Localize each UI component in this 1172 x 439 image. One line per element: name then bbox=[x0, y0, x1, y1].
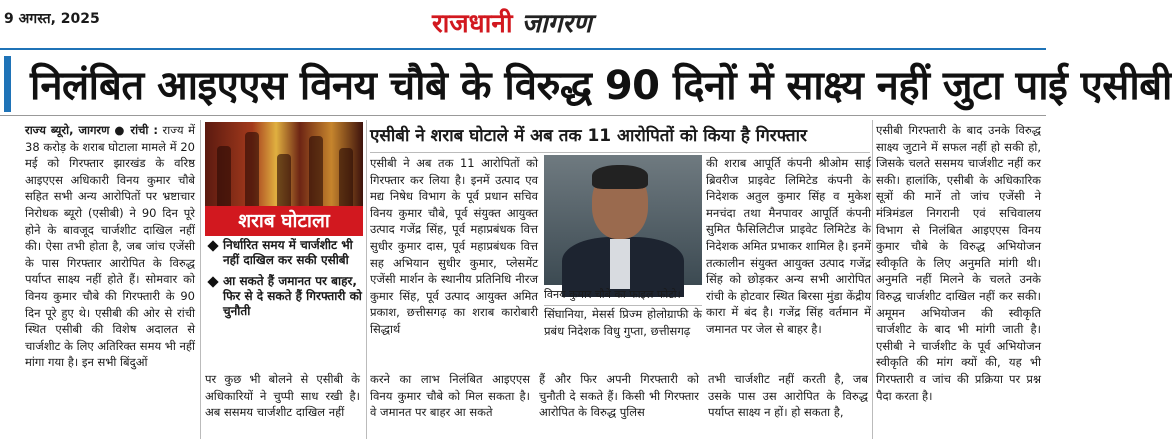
article-column-7: एसीबी गिरफ्तारी के बाद उनके विरुद्ध साक्ष्य जुटाने में सफल नहीं हो सकी हो, जिसके चलते ससमय चार्जशीट नहीं कर सकी। हालांकि, एसीबी के अधिकारिक सूत्रों की मानें तो जांच एजेंसी ने मंत्रिमंडल निगरानी एवं सचिवालय विभाग से निलंबित आइएएस विनय कुमार चौबे के विरुद्ध अभियोजन स्वीकृति के लिए अनुमति मांगी थी। अनुमति नहीं मिलने के चलते उनके विरुद्ध चार्जशीट दाखिल नहीं कर सकी। अमूमन अभियोजन की स्वीकृति चार्जशीट के बाद भी मांगी जाती है। एसीबी ने चार्जशीट के पूर्व अभियोजन स्वीकृति की मांग क्यों की, यह भी गिरफ्तारी व जांच की प्रक्रिया पर प्रश्न पैदा करता है। bbox=[876, 123, 1041, 403]
portrait-photo bbox=[544, 155, 702, 285]
bottle-shape bbox=[217, 146, 231, 206]
bullet-item bbox=[205, 238, 363, 268]
headline: निलंबित आइएएस विनय चौबे के विरुद्ध 90 दिनों में साक्ष्य नहीं जुटा पाई एसीबी bbox=[30, 63, 1172, 109]
article-column-5: हैं और फिर अपनी गिरफ्तारी को चुनौती दे सकते हैं। किसी भी गिरफ्तार आरोपित के विरुद्ध पुलिस bbox=[539, 372, 699, 420]
article-column-3: पर कुछ भी बोलने से एसीबी के अधिकारियों ने चुप्पी साध रखी है। अब ससमय चार्जशीट दाखिल नहीं bbox=[205, 372, 360, 420]
column-divider bbox=[366, 120, 367, 439]
masthead-name-part2: जागरण bbox=[521, 9, 592, 39]
boxed-column-left: एसीबी ने अब तक 11 आरोपितों को गिरफ्तार कर लिया है। इनमें उत्पाद एव मद्य निषेध विभाग के पूर्व प्रधान सचिव विनय कुमार चौबे, पूर्व संयुक्त आयुक्त उत्पाद गजेंद्र सिंह, पूर्व महाप्रबंधक वित्त सुधीर कुमार दास, पूर्व महाप्रबंधक वित्त सह अभियान सुधीर कुमार, प्लेसमेंट एजेंसी मार्शन के स्थानीय प्रतिनिधि नीरज कुमार सिंह, पूर्व उत्पाद आयुक्त अमित प्रकाश, छत्तीसगढ़ का शराब कारोबारी सिद्धार्थ bbox=[370, 156, 538, 336]
highlight-bullets bbox=[205, 238, 363, 325]
article-column-1 bbox=[25, 122, 195, 439]
bullet-text: आ सकते हैं जमानत पर बाहर, फिर से दे सकते हैं गिरफ्तारी को चुनौती bbox=[223, 274, 362, 318]
bottle-shape bbox=[245, 132, 259, 206]
article-column-4: करने का लाभ निलंबित आइएएस विनय कुमार चौबे को मिल सकता है। वे जमानत पर बाहर आ सकते bbox=[370, 372, 530, 420]
column-divider bbox=[200, 120, 201, 439]
masthead bbox=[432, 4, 592, 40]
bottle-shape bbox=[309, 136, 323, 206]
portrait-shirt bbox=[610, 239, 630, 289]
headline-accent-bar bbox=[4, 56, 11, 112]
masthead-name-part1: राजधानी bbox=[432, 9, 513, 39]
bullet-item bbox=[205, 274, 363, 319]
boxed-column-right: की शराब आपूर्ति कंपनी श्रीओम साई ब्रिवरीज प्राइवेट लिमिटेड कंपनी के निदेशक अतुल कुमार सिंह व मुकेश मनचंदा तथा मैनपावर आपूर्ति कंपनी सुमित फैसिलिटीज प्राइवेट लिमिटेड के निदेशक अमित प्रभाकर शामिल है। इनमें तत्कालीन संयुक्त आयुक्त उत्पाद गजेंद्र सिंह को छोड़कर अन्य सभी आरोपित रांची के होटवार स्थित बिरसा मुंडा केंद्रीय कारा में बंद है। गजेंद्र सिंह वर्तमान में जमानत पर जेल से बाहर है। bbox=[706, 156, 871, 336]
bullet-text: निर्धारित समय में चार्जशीट भी नहीं दाखिल कर सकी एसीबी bbox=[223, 238, 353, 267]
bullet-icon bbox=[207, 276, 218, 287]
article-column-6: तभी चार्जशीट नहीं करती है, जब उसके पास उस आरोपित के विरुद्ध पर्याप्त साक्ष्य न हों। हो सकता है, bbox=[708, 372, 868, 420]
kicker-label: शराब घोटाला bbox=[205, 206, 363, 236]
byline: राज्य ब्यूरो, जागरण ● रांची : bbox=[25, 123, 158, 137]
boxed-column-middle: सिंघानिया, मेसर्स प्रिज्म होलोग्राफी के प्रबंध निदेशक विधु गुप्ता, छत्तीसगढ़ bbox=[544, 307, 702, 338]
col1-text: राज्य में 38 करोड़ के शराब घोटाला मामले में 20 मई को गिरफ्तार झारखंड के वरिष्ठ आइएएस अधिकारी विनय कुमार चौबे सहित सभी अन्य आरोपितों पर भ्रष्टाचार निरोधक ब्यूरो (एसीबी) ने 90 दिन पूरे होने के बावजूद चार्जशीट दाखिल नहीं की। ऐसा तभी होता है, जब जांच एजेंसी के पास गिरफ्तार आरोपित के विरुद्ध पर्याप्त साक्ष्य नहीं होते हैं। सोमवार को विनय कुमार चौबे की गिरफ्तारी के 90 दिन पूरे हुए थे। एसीबी की ओर से रांची स्थित एसीबी की विशेष अदालत से चार्जशीट के लिए अतिरिक्त समय भी नहीं मांगा गया है। इन सभी बिंदुओं bbox=[25, 123, 195, 370]
photo-caption: विनय कुमार चौबे का फाइल फोटो। bbox=[544, 287, 702, 306]
bottle-shape bbox=[277, 154, 291, 206]
bullet-icon bbox=[207, 240, 218, 251]
column-divider bbox=[872, 120, 873, 439]
portrait-hair bbox=[592, 165, 648, 189]
page-header bbox=[0, 0, 1046, 44]
issue-date: 9 अगस्त, 2025 bbox=[4, 11, 100, 27]
liquor-bottles-photo bbox=[205, 122, 363, 206]
bottle-shape bbox=[339, 148, 353, 206]
headline-banner bbox=[0, 48, 1172, 116]
subheadline: एसीबी ने शराब घोटाले में अब तक 11 आरोपितों को किया है गिरफ्तार bbox=[370, 123, 870, 153]
